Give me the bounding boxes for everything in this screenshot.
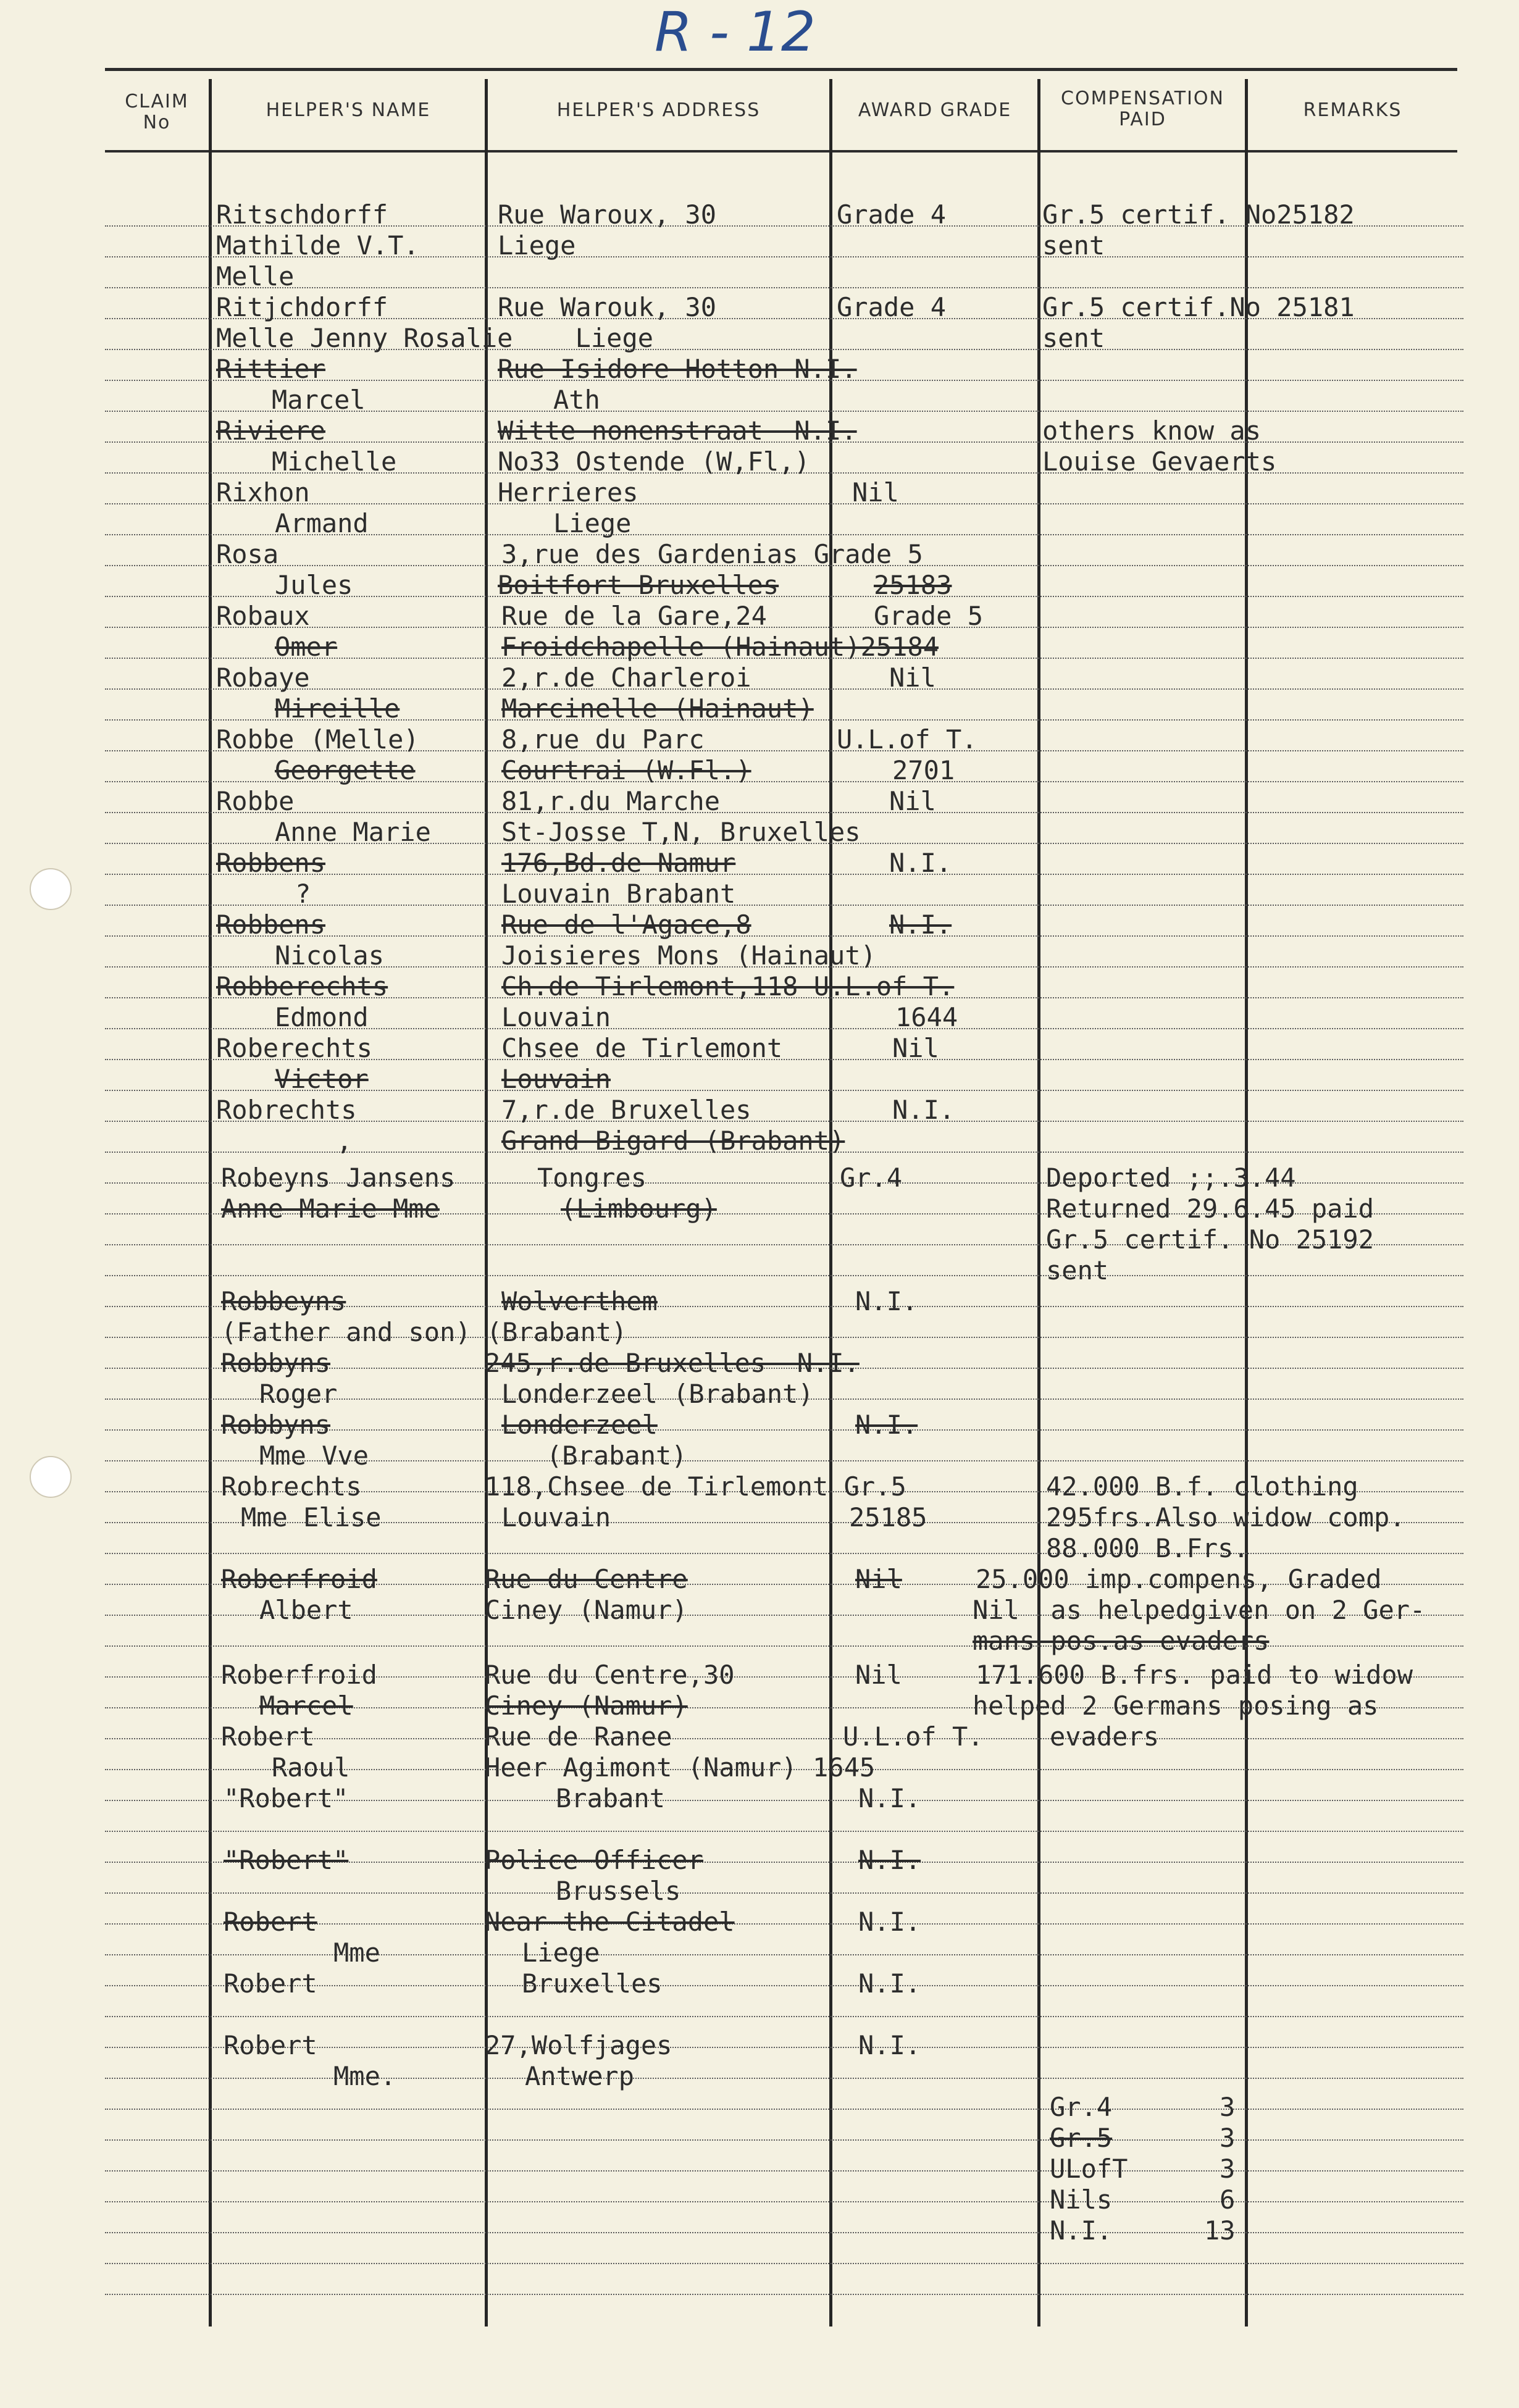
entry-text: others know as bbox=[1042, 416, 1262, 446]
punch-hole bbox=[30, 1456, 72, 1498]
entry-text: Robrechts bbox=[216, 1095, 357, 1125]
entry-text: 2701 bbox=[892, 755, 955, 785]
entry-text: Mme Elise bbox=[241, 1502, 382, 1532]
entry-text: N.I. bbox=[858, 1907, 921, 1937]
entry-text: Robbe bbox=[216, 786, 295, 816]
entry-text: Antwerp bbox=[525, 2061, 635, 2091]
entry-text: ULofT bbox=[1050, 2154, 1128, 2184]
entry-text: N.I. bbox=[858, 1845, 921, 1875]
ruling-line bbox=[105, 287, 1463, 288]
entry-text: Anne Marie Mme bbox=[221, 1194, 440, 1224]
entry-text: (Father and son) (Brabant) bbox=[221, 1317, 627, 1347]
header-remarks: REMARKS bbox=[1303, 99, 1402, 121]
header-award-grade: AWARD GRADE bbox=[858, 99, 1012, 121]
entry-text: Froidchapelle (Hainaut)25184 bbox=[501, 632, 939, 662]
entry-text: Omer bbox=[275, 632, 338, 662]
entry-text: 171.600 B.frs. paid to widow bbox=[976, 1660, 1413, 1690]
entry-text: Robbyns bbox=[221, 1410, 331, 1440]
entry-text: Liege bbox=[553, 508, 632, 538]
entry-text: Nil bbox=[852, 477, 899, 508]
entry-text: Londerzeel (Brabant) bbox=[501, 1379, 814, 1409]
entry-text: Gr.5 certif. No 25192 bbox=[1046, 1224, 1375, 1255]
entry-text: Bruxelles bbox=[522, 1968, 663, 1999]
ruling-line bbox=[105, 812, 1463, 813]
entry-text: Ath bbox=[553, 385, 600, 415]
entry-text: "Robert" bbox=[224, 1845, 349, 1875]
entry-text: Robbyns bbox=[221, 1348, 331, 1378]
entry-text: Nil bbox=[889, 786, 936, 816]
entry-text: 27,Wolfjages bbox=[485, 2030, 672, 2060]
entry-text: Marcel bbox=[272, 385, 366, 415]
entry-text: Riviere bbox=[216, 416, 326, 446]
ruling-line bbox=[105, 2294, 1463, 2295]
entry-text: Grand Bigard (Brabant) bbox=[501, 1126, 845, 1156]
entry-text: St-Josse T,N, Bruxelles bbox=[501, 817, 861, 847]
entry-text: N.I. bbox=[858, 2030, 921, 2060]
entry-text: U.L.of T. bbox=[837, 724, 977, 755]
header-bottom-border bbox=[105, 150, 1457, 153]
entry-text: Herrieres bbox=[498, 477, 638, 508]
entry-text: 3 bbox=[1220, 2154, 1236, 2184]
file-reference: R - 12 bbox=[655, 0, 816, 64]
entry-text: 13 bbox=[1204, 2215, 1236, 2246]
ruling-line bbox=[105, 2201, 1463, 2202]
entry-text: Nil as helpedgiven on 2 Ger- bbox=[973, 1595, 1426, 1625]
top-border bbox=[105, 68, 1457, 71]
entry-text: Robaux bbox=[216, 601, 310, 631]
entry-text: Grade 4 bbox=[837, 199, 947, 230]
entry-text: Heer Agimont (Namur) 1645 bbox=[485, 1752, 876, 1783]
entry-text: Ciney (Namur) bbox=[485, 1595, 688, 1625]
ruling-line bbox=[105, 1892, 1463, 1894]
entry-text: Grade 5 bbox=[874, 601, 984, 631]
ruling-line bbox=[105, 1831, 1463, 1832]
entry-text: Louvain Brabant bbox=[501, 879, 736, 909]
entry-text: Rue du Centre,30 bbox=[485, 1660, 735, 1690]
entry-text: 7,r.de Bruxelles bbox=[501, 1095, 751, 1125]
entry-text: Rue de Ranee bbox=[485, 1721, 672, 1752]
entry-text: N.I. bbox=[858, 1968, 921, 1999]
entry-text: Louise Gevaerts bbox=[1042, 446, 1277, 477]
entry-text: Brussels bbox=[556, 1876, 681, 1906]
column-divider bbox=[1037, 79, 1040, 2326]
entry-text: Police Officer bbox=[485, 1845, 704, 1875]
entry-text: N.I. bbox=[855, 1286, 918, 1316]
entry-text: "Robert" bbox=[224, 1783, 349, 1813]
entry-text: helped 2 Germans posing as bbox=[973, 1691, 1379, 1721]
entry-text: Marcinelle (Hainaut) bbox=[501, 693, 814, 724]
ruling-line bbox=[105, 2016, 1463, 2017]
entry-text: Robert bbox=[224, 2030, 317, 2060]
entry-text: Near the Citadel bbox=[485, 1907, 735, 1937]
entry-text: Robeyns Jansens bbox=[221, 1163, 456, 1193]
entry-text: Ritjchdorff bbox=[216, 292, 388, 322]
ruling-line bbox=[105, 2170, 1463, 2172]
entry-text: No33 Ostende (W,Fl,) bbox=[498, 446, 810, 477]
entry-text: 118,Chsee de Tirlemont Gr.5 bbox=[485, 1471, 906, 1502]
entry-text: Returned 29.6.45 paid bbox=[1046, 1194, 1375, 1224]
ruling-line bbox=[105, 1275, 1463, 1276]
entry-text: Mme bbox=[333, 1938, 380, 1968]
entry-text: Roberechts bbox=[216, 1033, 372, 1063]
entry-text: 2,r.de Charleroi bbox=[501, 663, 751, 693]
entry-text: Anne Marie bbox=[275, 817, 431, 847]
entry-text: Mireille bbox=[275, 693, 400, 724]
entry-text: Grade 4 bbox=[837, 292, 947, 322]
entry-text: Melle bbox=[216, 261, 295, 291]
entry-text: sent bbox=[1042, 323, 1105, 353]
entry-text: Gr.5 certif. No25182 bbox=[1042, 199, 1355, 230]
entry-text: Rue Waroux, 30 bbox=[498, 199, 717, 230]
entry-text: Witte nonenstraat N.I. bbox=[498, 416, 857, 446]
entry-text: N.I. bbox=[1050, 2215, 1113, 2246]
ruling-line bbox=[105, 1954, 1463, 1955]
entry-text: Ciney (Namur) bbox=[485, 1691, 688, 1721]
entry-text: Tongres bbox=[537, 1163, 647, 1193]
entry-text: Robbe (Melle) bbox=[216, 724, 419, 755]
entry-text: N.I. bbox=[858, 1783, 921, 1813]
entry-text: Louvain bbox=[501, 1064, 611, 1094]
ruling-line bbox=[105, 2263, 1463, 2264]
entry-text: Robberechts bbox=[216, 971, 388, 1001]
entry-text: Nil bbox=[855, 1660, 902, 1690]
header-compensation: COMPENSATION PAID bbox=[1061, 88, 1224, 130]
entry-text: Rosa bbox=[216, 539, 279, 569]
entry-text: 42.000 B.f. clothing bbox=[1046, 1471, 1358, 1502]
entry-text: 176,Bd.de Namur bbox=[501, 848, 736, 878]
entry-text: 25185 bbox=[849, 1502, 927, 1532]
entry-text: Gr.5 certif.No 25181 bbox=[1042, 292, 1355, 322]
entry-text: Robbeyns bbox=[221, 1286, 346, 1316]
entry-text: 3 bbox=[1220, 2092, 1236, 2122]
entry-text: Nils bbox=[1050, 2184, 1113, 2215]
entry-text: Roberfroid bbox=[221, 1660, 377, 1690]
column-divider bbox=[209, 79, 212, 2326]
header-claim: CLAIM No bbox=[125, 91, 189, 133]
entry-text: Marcel bbox=[259, 1691, 353, 1721]
entry-text: Ch.de Tirlemont,118 U.L.of T. bbox=[501, 971, 955, 1001]
entry-text: Roberfroid bbox=[221, 1564, 377, 1594]
entry-text: U.L.of T. bbox=[843, 1721, 984, 1752]
entry-text: Georgette bbox=[275, 755, 416, 785]
entry-text: Mme Vve bbox=[259, 1440, 369, 1471]
entry-text: Londerzeel bbox=[501, 1410, 658, 1440]
entry-text: mans pos.as evaders bbox=[973, 1626, 1270, 1656]
entry-text: Ritschdorff bbox=[216, 199, 388, 230]
entry-text: Melle Jenny Rosalie Liege bbox=[216, 323, 654, 353]
entry-text: 3 bbox=[1220, 2123, 1236, 2153]
entry-text: Albert bbox=[259, 1595, 353, 1625]
entry-text: 81,r.du Marche bbox=[501, 786, 721, 816]
entry-text: Boitfort Bruxelles bbox=[498, 570, 779, 600]
punch-hole bbox=[30, 868, 72, 910]
ruling-line bbox=[105, 1553, 1463, 1554]
entry-text: N.I. bbox=[889, 848, 952, 878]
entry-text: Rixhon bbox=[216, 477, 310, 508]
entry-text: Wolverthem bbox=[501, 1286, 658, 1316]
entry-text: 3,rue des Gardenias Grade 5 bbox=[501, 539, 923, 569]
entry-text: Gr.5 bbox=[1050, 2123, 1113, 2153]
entry-text: 6 bbox=[1220, 2184, 1236, 2215]
entry-text: Nicolas bbox=[275, 940, 385, 971]
entry-text: Rue de l'Agace,8 bbox=[501, 909, 751, 940]
entry-text: Liege bbox=[522, 1938, 600, 1968]
entry-text: N.I. bbox=[889, 909, 952, 940]
entry-text: Raoul bbox=[272, 1752, 350, 1783]
ruling-line bbox=[105, 2078, 1463, 2079]
entry-text: Deported ;;.3.44 bbox=[1046, 1163, 1296, 1193]
entry-text: Robaye bbox=[216, 663, 310, 693]
entry-text: Robert bbox=[221, 1721, 315, 1752]
entry-text: Joisieres Mons (Hainaut) bbox=[501, 940, 876, 971]
entry-text: N.I. bbox=[892, 1095, 955, 1125]
entry-text: 8,rue du Parc bbox=[501, 724, 705, 755]
entry-text: Michelle bbox=[272, 446, 397, 477]
entry-text: Mme. bbox=[333, 2061, 396, 2091]
entry-text: Roger bbox=[259, 1379, 338, 1409]
entry-text: Louvain bbox=[501, 1002, 611, 1032]
entry-text: Jules bbox=[275, 570, 353, 600]
entry-text: Rue de la Gare,24 bbox=[501, 601, 767, 631]
ruling-line bbox=[105, 2139, 1463, 2141]
entry-text: 245,r.de Bruxelles N.I. bbox=[485, 1348, 860, 1378]
entry-text: (Limbourg) bbox=[561, 1194, 717, 1224]
entry-text: Gr.4 bbox=[1050, 2092, 1113, 2122]
entry-text: 1644 bbox=[895, 1002, 958, 1032]
entry-text: Rue Isidore Hotton N.I. bbox=[498, 354, 857, 384]
entry-text: Rittier bbox=[216, 354, 326, 384]
entry-text: N.I. bbox=[855, 1410, 918, 1440]
entry-text: Nil bbox=[889, 663, 936, 693]
entry-text: Brabant bbox=[556, 1783, 666, 1813]
entry-text: , bbox=[337, 1126, 353, 1156]
entry-text: Nil bbox=[855, 1564, 902, 1594]
header-helper-address: HELPER'S ADDRESS bbox=[556, 99, 761, 121]
entry-text: 88.000 B.Frs. bbox=[1046, 1533, 1249, 1563]
entry-text: (Brabant) bbox=[546, 1440, 687, 1471]
entry-text: Edmond bbox=[275, 1002, 369, 1032]
entry-text: Victor bbox=[275, 1064, 369, 1094]
entry-text: Robert bbox=[224, 1968, 317, 1999]
ruling-line bbox=[105, 2109, 1463, 2110]
ruling-line bbox=[105, 2232, 1463, 2233]
entry-text: ? bbox=[295, 879, 311, 909]
entry-text: Liege bbox=[498, 230, 576, 261]
entry-text: Gr.4 bbox=[840, 1163, 903, 1193]
entry-text: sent bbox=[1042, 230, 1105, 261]
column-divider bbox=[485, 79, 488, 2326]
entry-text: evaders bbox=[1050, 1721, 1160, 1752]
entry-text: Chsee de Tirlemont bbox=[501, 1033, 783, 1063]
entry-text: Nil bbox=[892, 1033, 939, 1063]
entry-text: Courtrai (W.Fl.) bbox=[501, 755, 751, 785]
header-helper-name: HELPER'S NAME bbox=[266, 99, 431, 121]
entry-text: Robrechts bbox=[221, 1471, 362, 1502]
entry-text: 295frs.Also widow comp. bbox=[1046, 1502, 1405, 1532]
entry-text: Mathilde V.T. bbox=[216, 230, 419, 261]
entry-text: Robbens bbox=[216, 848, 326, 878]
entry-text: sent bbox=[1046, 1255, 1109, 1286]
entry-text: Armand bbox=[275, 508, 369, 538]
entry-text: Rue du Centre bbox=[485, 1564, 688, 1594]
entry-text: Robbens bbox=[216, 909, 326, 940]
entry-text: Rue Warouk, 30 bbox=[498, 292, 717, 322]
entry-text: 25183 bbox=[874, 570, 952, 600]
entry-text: 25.000 imp.compens, Graded bbox=[976, 1564, 1382, 1594]
entry-text: Louvain bbox=[501, 1502, 611, 1532]
entry-text: Robert bbox=[224, 1907, 317, 1937]
